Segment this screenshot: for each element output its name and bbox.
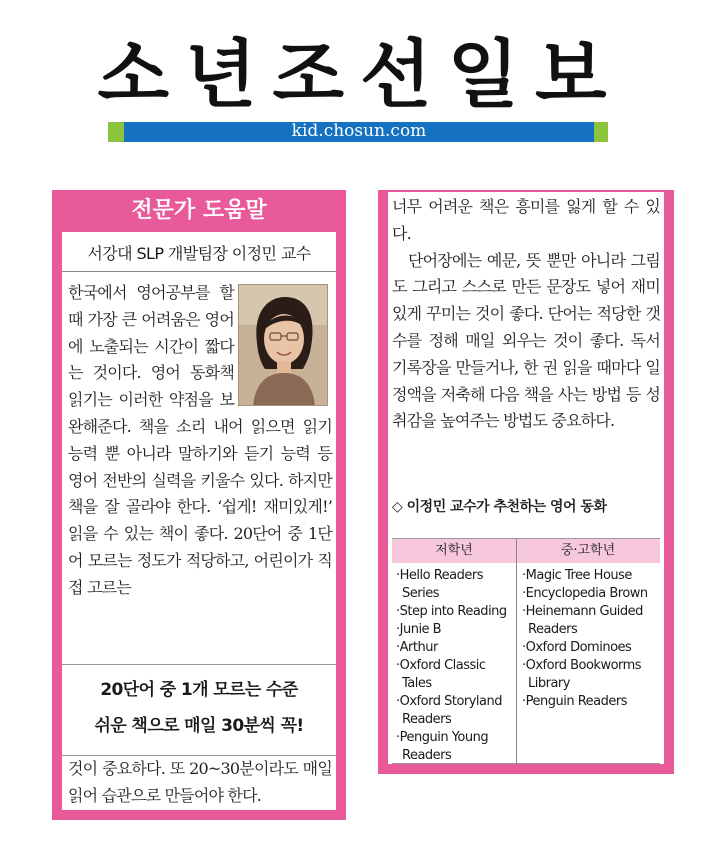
- masthead: [0, 0, 720, 150]
- box-title: 전문가 도움말: [52, 190, 346, 232]
- list-item: ·Oxford Classic Tales: [396, 658, 486, 691]
- pull-quote: [62, 664, 336, 756]
- list-item: ·Oxford Dominoes: [522, 640, 632, 655]
- article-paragraphs-left: 한국에서 영어공부를 할 때 가장 큰 어려움은 영어에 노출되는 시간이 짧다는 것이다. 영어 동화책 읽기는 이러한 약점을 보완해준다. 책을 소리 내어 읽으면 읽기 능력 뿐 아니라 말하기와 듣기 능력 등 영어 전반의 실력을 키울수 있다. 하지만 책을 잘 골라야 한다. ‘쉽게! 재미있게!’ 읽을 수 있는 책이 좋다. 20단어 중 1단어 모르는 정도가 적당하고, 어린이가 직접 고르는: [68, 283, 332, 597]
- list-item: ·Oxford Bookworms Library: [522, 658, 642, 691]
- article-body-right: [392, 194, 660, 435]
- list-item: ·Penguin Readers: [522, 694, 628, 709]
- list-item: ·Oxford Storyland Readers: [396, 694, 502, 727]
- list-item: ·Magic Tree House: [522, 568, 632, 583]
- list-item: ·Encyclopedia Brown: [522, 586, 648, 601]
- article-paragraph-right-1: 너무 어려운 책은 흥미를 잃게 할 수 있다.: [392, 197, 660, 243]
- recommend-table: [392, 538, 660, 764]
- list-item: ·Heinemann Guided Readers: [522, 604, 643, 637]
- column-header-upper-grades: 중·고학년: [560, 543, 616, 558]
- list-item: ·Penguin Young Readers: [396, 730, 489, 763]
- recommend-title: ◇ 이정민 교수가 추천하는 영어 동화: [392, 499, 607, 515]
- site-url[interactable]: kid.chosun.com: [291, 121, 427, 141]
- column-header-lower-grades: 저학년: [435, 543, 473, 558]
- column-divider: [516, 539, 517, 765]
- newspaper-title: 소년조선일보: [97, 32, 623, 118]
- pull-quote-line-1: 20단어 중 1개 모르는 수준: [100, 680, 298, 700]
- upper-grade-book-list: [522, 567, 658, 711]
- article-paragraph-right-2: 단어장에는 예문, 뜻 뿐만 아니라 그림도 그리고 스스로 만든 문장도 넣어 재미있게 꾸미는 것이 좋다. 단어는 적당한 갯수를 정해 매일 외우는 것이 좋다. 독서 기록장을 만들거나, 한 권 읽을 때마다 일정액을 저축해 다음 책을 사는 방법 등 성취감을 높여주는 방법도 중요하다.: [392, 250, 660, 431]
- pull-quote-line-2: 쉬운 책으로 매일 30분씩 꼭!: [94, 716, 304, 736]
- list-item: ·Hello Readers Series: [396, 568, 483, 601]
- lower-grade-book-list: [396, 567, 514, 765]
- article-body-left-bottom: 것이 중요하다. 또 20~30분이라도 매일 읽어 습관으로 만들어야 한다.: [68, 759, 332, 805]
- article-body-left-top: [68, 280, 332, 602]
- list-item: ·Junie B: [396, 622, 442, 637]
- recommend-table-header: [392, 539, 660, 563]
- masthead-bar-left-accent: [108, 122, 124, 142]
- list-item: ·Step into Reading: [396, 604, 507, 619]
- masthead-bar-right-accent: [594, 122, 608, 142]
- list-item: ·Arthur: [396, 640, 438, 655]
- byline: 서강대 SLP 개발팀장 이정민 교수: [62, 236, 336, 272]
